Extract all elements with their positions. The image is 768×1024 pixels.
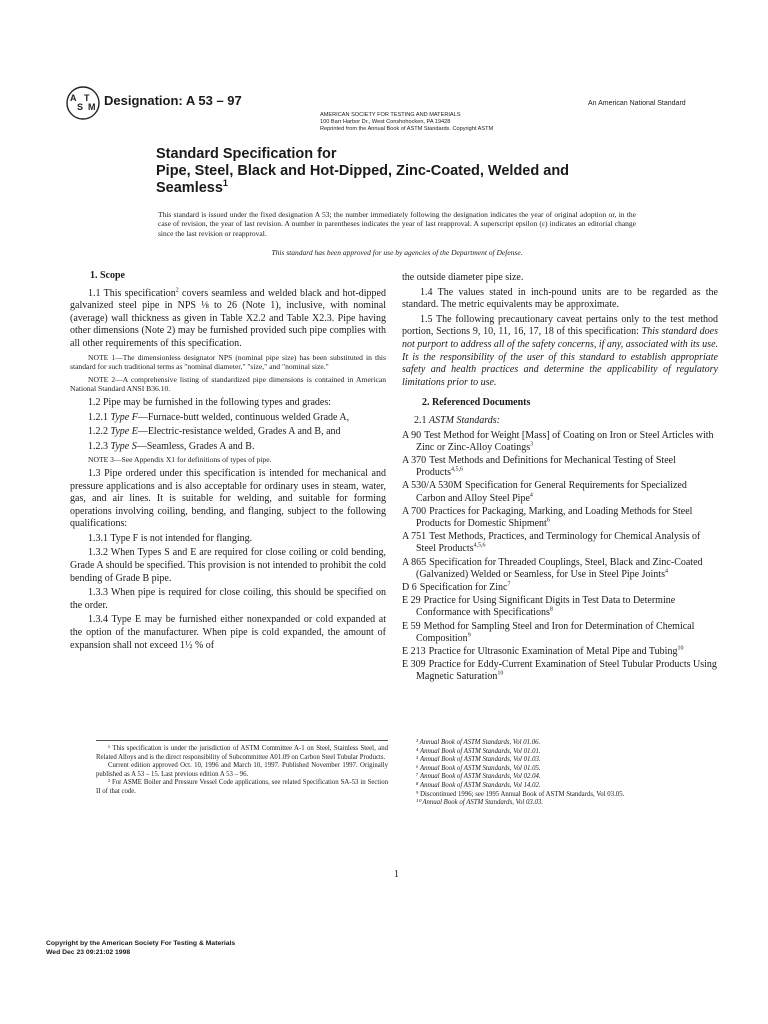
paragraph-1-3-1: 1.3.1 Type F is not intended for flanging. (88, 532, 253, 544)
reference-item: A 370 Test Methods and Definitions for Mechanical Testing of Steel Products$^{4,5,6}$ (402, 454, 676, 479)
footnote-8: ⁸ Annual Book of ASTM Standards, Vol 14.02. (416, 781, 541, 789)
document-title (156, 146, 636, 197)
footnote-1-edition: Current edition approved Oct. 10, 1996 and March 10, 1997. Published November 1997. Originally published as A 53 – 15. Last previous edition A 53 – 96. (96, 762, 388, 778)
footnote-5: ⁵ Annual Book of ASTM Standards, Vol 01.03. (416, 756, 541, 764)
note-3: NOTE 3—See Appendix X1 for definitions of types of pipe. (88, 455, 272, 465)
copyright-line: Copyright by the American Society For Testing & Materials (46, 940, 236, 947)
reference-item: E 59 Method for Sampling Steel and Iron for Determination of Chemical Composition$^9$ (402, 620, 695, 644)
reference-item: A 90 Test Method for Weight [Mass] of Coating on Iron or Steel Articles with Zinc or Zinc-Alloy Coatings$^3$ (402, 429, 714, 453)
approval-statement: This standard has been approved for use by agencies of the Department of Defense. (271, 248, 523, 257)
svg-text:M: M (88, 102, 96, 112)
left-column (70, 270, 386, 654)
paragraph-1-2: 1.2 Pipe may be furnished in the following types and grades: (88, 396, 332, 408)
footnote-1: ¹ This specification is under the jurisdiction of ASTM Committee A-1 on Steel, Stainless Steel, and Related Alloys and is the direct responsibility of Subcommittee A01.09 on Carbon Steel Tubular Products. (96, 745, 388, 761)
reference-item: A 865 Specification for Threaded Couplings, Steel, Black and Zinc-Coated (Galvanized) Welded or Seamless, for Use in Steel Pipe Joints$^4$ (402, 556, 703, 580)
footnote-3: ³ Annual Book of ASTM Standards, Vol 01.06. (416, 739, 541, 746)
footnotes-right (416, 739, 716, 808)
right-column (402, 272, 718, 685)
paragraph-1-3-3: 1.3.3 When pipe is required for close coiling, this should be specified on the order. (70, 587, 386, 611)
footnotes-left (96, 745, 388, 797)
reference-item: E 213 Practice for Ultrasonic Examination of Metal Pipe and Tubing$^{10}$ (402, 645, 684, 657)
title-line-3: Seamless$^1$ (156, 178, 228, 196)
paragraph-1-2-3: 1.2.3 Type S—Seamless, Grades A and B. (88, 440, 255, 452)
paragraph-1-2-2: 1.2.2 Type E—Electric-resistance welded, Grades A and B, and (88, 426, 341, 438)
astm-logo (66, 86, 100, 120)
title-line-2: Pipe, Steel, Black and Hot-Dipped, Zinc-Coated, Welded and (156, 163, 570, 179)
note-2: NOTE 2—A comprehensive listing of standardized pipe dimensions is contained in American National Standard ANSI B36.10. (70, 374, 386, 394)
title-footnote-mark: 1 (222, 178, 228, 189)
paragraph-1-3: 1.3 Pipe ordered under this specification is intended for mechanical and pressure applications and is also acceptable for ordinary uses in steam, water, gas, and air lines. It is suitable for welding, and suitable for forming operations involving coiling, bending, and flanging, subject to the following qualifications: (70, 467, 386, 530)
paragraph-1-3-4: 1.3.4 Type E may be furnished either nonexpanded or cold expanded at the option of the manufacturer. When pipe is cold expanded, the amount of expansion shall not exceed 1½ % of (70, 614, 386, 651)
society-line: AMERICAN SOCIETY FOR TESTING AND MATERIALS (320, 112, 461, 118)
title-line-1: Standard Specification for (156, 146, 337, 162)
note-1: NOTE 1—The dimensionless designator NPS (nominal pipe size) has been substituted in this standard for such traditional terms as "nominal diameter," "size," and "nominal size." (70, 352, 386, 372)
society-line: 100 Barr Harbor Dr., West Conshohocken, PA 19428 (320, 119, 451, 125)
national-standard-label: An American National Standard (588, 100, 686, 107)
svg-text:S: S (77, 102, 84, 112)
paragraph-continuation: the outside diameter pipe size. (402, 272, 524, 283)
footnote-6: ⁶ Annual Book of ASTM Standards, Vol 01.05. (416, 764, 541, 772)
page-number: 1 (394, 869, 399, 880)
footnote-7: ⁷ Annual Book of ASTM Standards, Vol 02.04. (416, 773, 541, 781)
paragraph-1-2-1: 1.2.1 Type F—Furnace-butt welded, continuous welded Grade A, (88, 411, 350, 423)
paragraph-1-1: 1.1 This specification$^2$ covers seamless and welded black and hot-dipped galvanized steel pipe in NPS ⅛ to 26 (Note 1), inclusive, with nominal (average) wall thickness as given in Table X2.2 and Table X2.3. Pipe having other dimensions (Note 2) may be furnished provided such pipe complies with all other requirements of this specification. (70, 287, 386, 349)
reference-item: A 700 Practices for Packaging, Marking, and Loading Methods for Steel Products for Domestic Shipment$^6$ (402, 505, 693, 529)
reference-item: E 309 Practice for Eddy-Current Examination of Steel Tubular Products Using Magnetic Saturation$^{10}$ (402, 659, 717, 683)
reference-item: D 6 Specification for Zinc$^7$ (402, 581, 511, 593)
footnote-10: ¹⁰ Annual Book of ASTM Standards, Vol 03.03. (416, 799, 543, 807)
section-heading-referenced-documents: 2. Referenced Documents (422, 397, 531, 409)
standard-notice: This standard is issued under the fixed designation A 53; the number immediately following the designation indicates the year of original adoption or, in the case of revision, the year of last revision. A number in parentheses indicates the year of last reapproval. A superscript epsilon (ε) indicates an editorial change since the last revision or reapproval. (158, 210, 636, 238)
paragraph-1-3-2: 1.3.2 When Types S and E are required for close coiling or cold bending, Grade A should be specified. This provision is not intended to prohibit the cold bending of Grade B pipe. (70, 547, 386, 584)
footnote-2: ² For ASME Boiler and Pressure Vessel Code applications, see related Specification SA-53 in Section II of that code. (96, 779, 388, 795)
reference-item: A 530/A 530M Specification for General Requirements for Specialized Carbon and Alloy Steel Pipe$^4$ (402, 480, 687, 504)
svg-text:A: A (70, 93, 77, 103)
svg-text:T: T (84, 93, 90, 103)
copyright-notice (46, 939, 235, 957)
footnote-9: ⁹ Discontinued 1996; see 1995 Annual Book of ASTM Standards, Vol 03.05. (416, 790, 625, 798)
paragraph-1-5: 1.5 The following precautionary caveat pertains only to the test method portion, Sections 9, 10, 11, 16, 17, 18 of this specification: This standard does not purport to address all of the safety concerns, if any, associated with its use. It is the responsibility of the user of this standard to establish appropriate safety and health practices and determine the applicability of regulatory limitations prior to use. (402, 313, 719, 388)
timestamp-line: Wed Dec 23 09:21:02 1998 (46, 949, 131, 956)
reference-item: A 751 Test Methods, Practices, and Terminology for Chemical Analysis of Steel Products$^{4,5,6}$ (402, 531, 701, 555)
reference-list (402, 430, 718, 684)
reference-item: E 29 Practice for Using Significant Digits in Test Data to Determine Conformance with Specifications$^8$ (402, 595, 676, 619)
society-info (320, 112, 494, 133)
paragraph-2-1: 2.1 ASTM Standards: (414, 414, 501, 426)
paragraph-1-4: 1.4 The values stated in inch-pound units are to be regarded as the standard. The metric equivalents may be approximate. (402, 286, 718, 311)
footnote-4: ⁴ Annual Book of ASTM Standards, Vol 01.01. (416, 747, 541, 755)
society-line: Reprinted from the Annual Book of ASTM Standards. Copyright ASTM (320, 126, 494, 132)
footnote-divider (96, 740, 388, 741)
designation: Designation: A 53 – 97 (104, 93, 242, 108)
section-heading-scope: 1. Scope (90, 270, 125, 281)
